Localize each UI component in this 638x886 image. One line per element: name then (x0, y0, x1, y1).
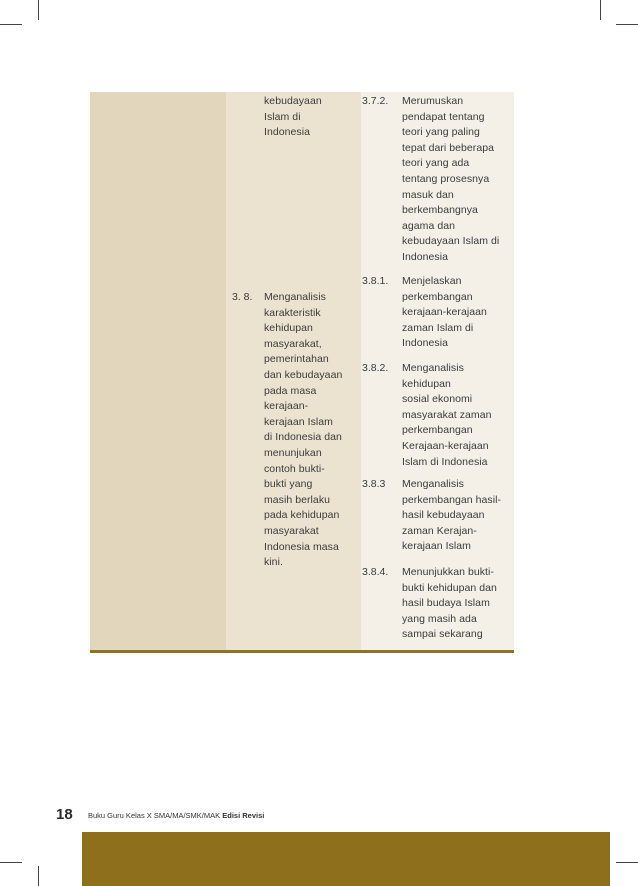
indicator-number: 3.8.3 (362, 478, 386, 490)
indicator-text: Merumuskan pendapat tentang teori yang paling tepat dari beberapa teori yang ada tentang prosesnya masuk dan berkembangnya agama dan kebudayaan Islam di Indonesia (402, 95, 500, 263)
competency-table (90, 92, 514, 652)
table-bottom-rule (90, 650, 514, 653)
crop-mark (38, 866, 39, 886)
indicator-text: Menganalisis perkembangan hasil- hasil kebudayaan zaman Kerajan- kerajaan Islam (402, 478, 502, 553)
column-standard (90, 92, 226, 650)
indicator-text: Menjelaskan perkembangan kerajaan-kerajaan zaman Islam di Indonesia (402, 275, 487, 350)
crop-mark (616, 862, 638, 863)
indicator-text: Menganalisis kehidupan sosial ekonomi masyarakat zaman perkembangan Kerajaan-kerajaan Islam di Indonesia (402, 362, 492, 468)
crop-mark (0, 862, 22, 863)
indicator-text: Menunjukkan bukti- bukti kehidupan dan hasil budaya Islam yang masih ada sampai sekarang (402, 566, 497, 641)
kd-text: Menganalisis karakteristik kehidupan masyarakat, pemerintahan dan kebudayaan pada masa kerajaan- kerajaan Islam di Indonesia dan menunjukan contoh bukti- bukti yang masih berlaku pada kehidupan masyarakat Indonesia masa kini. (264, 291, 343, 569)
crop-mark (616, 24, 638, 25)
column-basic-competency (226, 92, 361, 650)
indicator-number: 3.8.1. (362, 275, 389, 287)
crop-mark (600, 0, 601, 20)
footer-color-bar (82, 832, 610, 886)
page-number: 18 (56, 806, 73, 823)
book-title: Buku Guru Kelas X SMA/MA/SMK/MAK (88, 811, 221, 820)
edition-label: Edisi Revisi (222, 811, 265, 820)
column-indicators (361, 92, 514, 650)
kd-number: 3. 8. (232, 291, 253, 303)
indicator-number: 3.8.4. (362, 566, 389, 578)
crop-mark (0, 24, 22, 25)
indicator-number: 3.7.2. (362, 95, 389, 107)
kd-fragment-text: kebudayaan Islam di Indonesia (264, 95, 322, 139)
crop-mark (38, 0, 39, 20)
indicator-number: 3.8.2. (362, 362, 389, 374)
footer-book-title (88, 811, 264, 820)
